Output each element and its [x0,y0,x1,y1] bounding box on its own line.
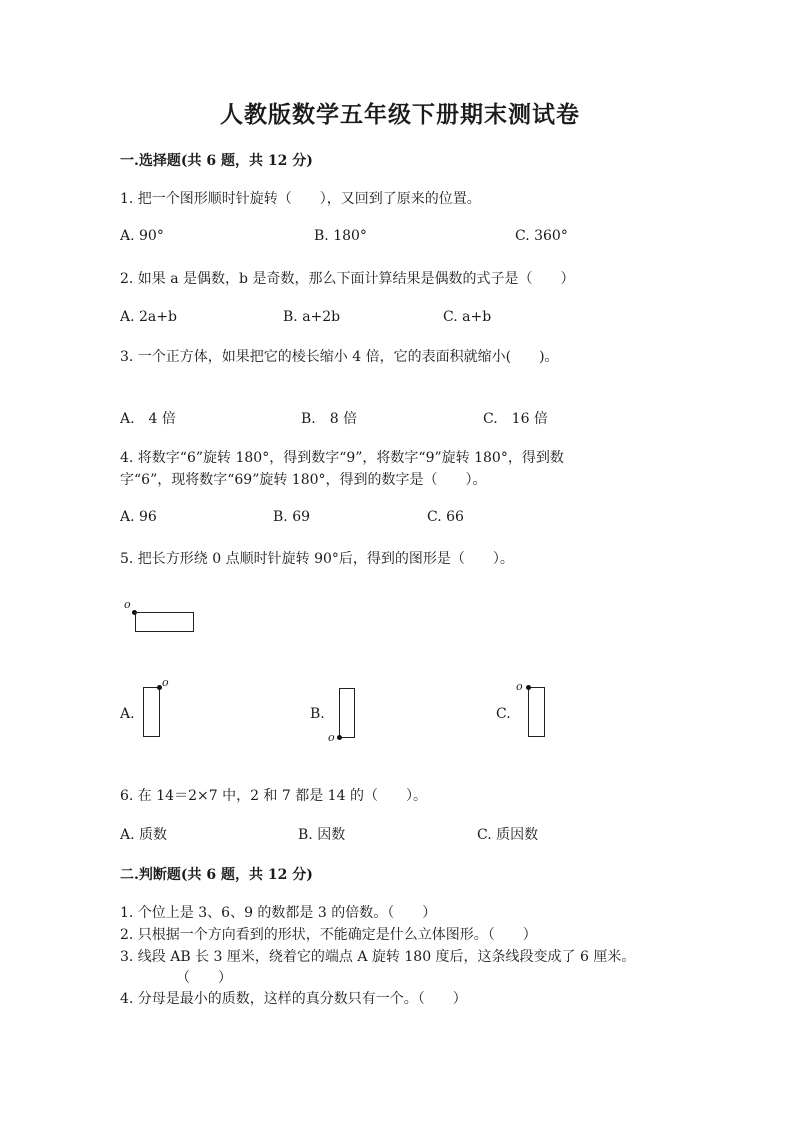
q6-option-c: C. 质因数 [477,827,539,843]
question-5: 5. 把长方形绕 0 点顺时针旋转 90°后，得到的图形是（ ）。 [120,551,514,567]
question-1: 1. 把一个图形顺时针旋转（ ），又回到了原来的位置。 [120,191,481,207]
judgment-item-3: 3. 线段 AB 长 3 厘米，绕着它的端点 A 旋转 180 度后，这条线段变成了 6 厘米。 [120,949,636,965]
q3-option-c: C. 16 倍 [483,411,548,427]
question-3: 3. 一个正方体，如果把它的棱长缩小 4 倍，它的表面积就缩小( )。 [120,349,559,365]
q1-option-b: B. 180° [314,228,367,244]
option-b-pivot [337,735,342,740]
option-c-rectangle [528,687,545,737]
section-heading-judgment: 二.判断题(共 6 题，共 12 分) [120,867,313,883]
q2-option-b: B. a+2b [283,309,341,325]
option-b-rectangle [339,688,355,738]
q6-option-a: A. 质数 [120,827,168,843]
q5-option-a-label: A. [120,706,135,722]
judgment-item-3-bracket: （ ） [176,970,232,986]
q2-option-a: A. 2a+b [120,309,177,325]
q4-option-c: C. 66 [427,509,464,525]
question-6: 6. 在 14＝2×7 中，2 和 7 都是 14 的（ ）。 [120,788,427,804]
question-4-line-1: 4. 将数字“6”旋转 180°，得到数字“9”，将数字“9”旋转 180°，得到数 [120,450,564,466]
q3-option-b: B. 8 倍 [301,411,358,427]
question-2: 2. 如果 a 是偶数，b 是奇数，那么下面计算结果是偶数的式子是（ ） [120,271,575,287]
q4-option-a: A. 96 [120,509,157,525]
original-rectangle [135,612,194,632]
option-b-point-label: o [328,731,335,744]
judgment-item-4: 4. 分母是最小的质数，这样的真分数只有一个。（ ） [120,991,467,1007]
judgment-item-2: 2. 只根据一个方向看到的形状，不能确定是什么立体图形。（ ） [120,927,537,943]
q3-option-a: A. 4 倍 [120,411,176,427]
q5-option-b-label: B. [310,706,325,722]
q1-option-a: A. 90° [120,228,164,244]
q4-option-b: B. 69 [273,509,311,525]
page-title: 人教版数学五年级下册期末测试卷 [220,101,580,128]
point-o-label: o [124,598,131,611]
q5-option-c-label: C. [496,706,511,722]
option-c-point-label: o [516,680,523,693]
q1-option-c: C. 360° [515,228,568,244]
option-a-rectangle [143,687,160,737]
question-4-line-2: 字“6”，现将数字“69”旋转 180°，得到的数字是（ ）。 [120,472,487,488]
option-a-point-label: o [162,676,169,689]
judgment-item-1: 1. 个位上是 3、6、9 的数都是 3 的倍数。（ ） [120,905,437,921]
option-c-pivot [526,685,531,690]
q6-option-b: B. 因数 [298,827,346,843]
q2-option-c: C. a+b [443,309,492,325]
section-heading-choice: 一.选择题(共 6 题，共 12 分) [120,153,313,169]
